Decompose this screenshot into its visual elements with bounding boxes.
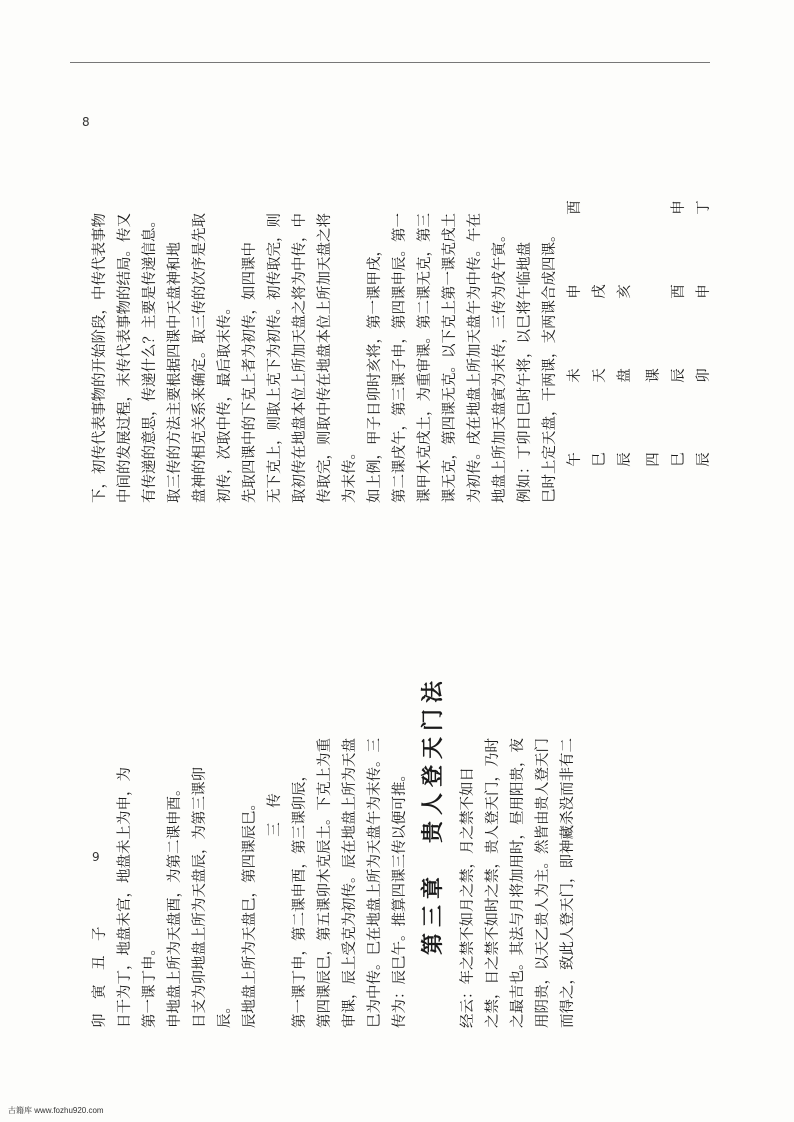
text-line: 日支为卯地盘上所为天盘辰，为第三课卯 — [192, 767, 208, 1028]
text-line: 审课，辰上受克为初传。辰在地盘上所为天盘 — [342, 738, 358, 1028]
text-line: 为末传。 — [342, 445, 358, 503]
text-line: 辰地盘上所为天盘巳，第四课辰巳。 — [242, 796, 258, 1028]
table-cell — [642, 145, 667, 215]
text-line: 传取完，则取中传在地盘本位上所加天盘之将 — [317, 213, 333, 503]
text-line: 有传递的意思，传递什么？主要是传递信息。 — [142, 213, 158, 503]
bottom-page — [70, 580, 750, 1050]
table-cell: 四 — [646, 452, 662, 467]
text-line: 辰。 — [217, 999, 233, 1028]
text-line: 第一课丁申。 — [142, 941, 158, 1028]
table-cell: 卯 — [696, 368, 712, 383]
bottom-page-text — [70, 580, 750, 1050]
top-page — [70, 55, 750, 525]
table-cell: 辰 — [671, 368, 687, 383]
text-line: 第四课辰巳，第五课卯木克辰土。下克上为重 — [317, 738, 333, 1028]
table-cell: 辰 — [696, 452, 712, 467]
table-cell — [613, 145, 638, 215]
table-cell: 盘 — [617, 368, 633, 383]
text-line: 日干为丁，地盘未宫，地盘未上为申，为 — [117, 767, 133, 1028]
chapter-heading: 第三章 贵人登天门法 — [421, 675, 446, 956]
text-line: 之最吉也。其法与月将加用时，昼用阳贵，夜 — [510, 738, 526, 1028]
text-line: 地盘上所加天盘寅为末传，三传为戌午寅。 — [492, 227, 508, 503]
text-line: 用阴贵，以天乙贵人为主。然皆由贵人登天门 — [535, 738, 551, 1028]
text-line: 下，初传代表事物的开始阶段，中传代表事物 — [92, 213, 108, 503]
table-cell: 巳 — [671, 452, 687, 467]
text-line: 例如：丁卯日巳时午将，以巳将午临地盘 — [517, 242, 533, 503]
table-cell: 申 — [696, 284, 712, 299]
table-cell: 巳 — [592, 452, 608, 467]
text-line: 取三传的方法主要根据四课中天盘神和地 — [167, 242, 183, 503]
text-line: 盘神的相克关系来确定。取三传的次序是先取 — [192, 213, 208, 503]
table-cell — [642, 229, 667, 299]
text-line: 第二课戌午，第三课子申，第四课申辰。第一 — [392, 213, 408, 503]
top-page-text — [70, 55, 750, 525]
text-line: 课无克，第四课无克。以下克上第一课克戌土 — [442, 213, 458, 503]
table-cell: 丁 — [696, 200, 712, 215]
section-title: 三 传 — [267, 793, 283, 837]
table-cell: 课 — [646, 368, 662, 383]
text-line: 巳时上定天盘，干两课，支两课合成四课。 — [542, 227, 558, 503]
four-lessons-table — [642, 77, 717, 503]
text-line: 传为：辰巳午。推算四课三传以便可推。 — [392, 767, 408, 1028]
table-cell — [588, 145, 613, 215]
table-cell: 午 — [567, 452, 583, 467]
text-line: 卯 寅 丑 子 — [92, 926, 108, 1028]
text-line: 无下克上，则取上克下为初传。初传取完，则 — [267, 213, 283, 503]
table-cell: 酉 — [567, 200, 583, 215]
text-line: 之禁，日之禁不如时之禁，贵人登天门，乃时 — [485, 738, 501, 1028]
site-footer: 古籍库 www.fozhu920.com — [8, 1106, 104, 1115]
text-line: 为初传。戌在地盘上所加天盘午为中传。午在 — [467, 213, 483, 503]
text-line: 第一课丁申，第二课申酉，第三课卯辰， — [292, 767, 308, 1028]
text-line: 先取四课中的下克上者为初传，如四课中 — [242, 242, 258, 503]
table-cell: 辰 — [617, 452, 633, 467]
text-line: 申地盘上所为天盘酉，为第二课申酉。 — [167, 781, 183, 1028]
table-cell: 亥 — [617, 284, 633, 299]
table-cell: 戌 — [592, 284, 608, 299]
text-line: 取初传在地盘本位上所加天盘之将为中传，中 — [292, 213, 308, 503]
table-cell: 天 — [592, 368, 608, 383]
table-cell: 申 — [671, 200, 687, 215]
text-line: 而得之，致此人登天门，即神藏杀没而非有二 — [560, 738, 576, 1028]
text-line: 初传，次取中传，最后取末传。 — [217, 300, 233, 503]
text-line: 巳为中传。巳在地盘上所为天盘午为末传。三 — [367, 738, 383, 1028]
table-cell: 未 — [567, 368, 583, 383]
page-number-top: 8 — [82, 115, 90, 129]
text-line: 经云：年之禁不如月之禁，月之禁不如日 — [460, 767, 476, 1028]
sky-plate-table — [563, 77, 638, 503]
table-cell: 申 — [567, 284, 583, 299]
table-cell: 酉 — [671, 284, 687, 299]
text-line: 课甲木克戌土，为重审课。第二课无克，第三 — [417, 213, 433, 503]
text-line: 中间的发展过程，末传代表事物的结局。传又 — [117, 213, 133, 503]
text-line: 如上例，甲子日卯时亥将，第一课甲戌， — [367, 242, 383, 503]
page-number-bottom: 9 — [92, 850, 100, 864]
